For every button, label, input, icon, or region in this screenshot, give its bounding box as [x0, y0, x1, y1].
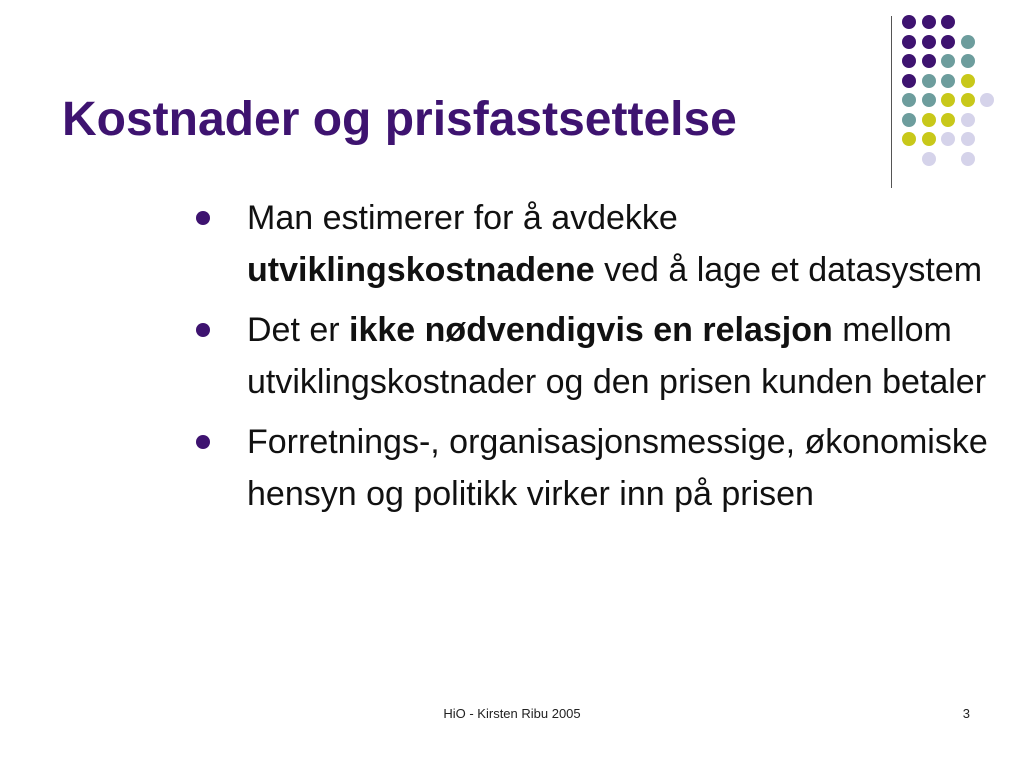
decorative-dot	[922, 15, 936, 29]
decorative-dot	[941, 113, 955, 127]
decorative-dot	[902, 35, 916, 49]
bullet-text: mellom utviklingskostnader og den prisen kunden betaler	[247, 311, 987, 401]
decorative-dot	[941, 93, 955, 107]
decorative-dot	[941, 15, 955, 29]
decorative-dot	[902, 15, 916, 29]
decorative-dot	[902, 93, 916, 107]
bullet-dot-icon	[196, 323, 210, 337]
slide-title: Kostnader og prisfastsettelse	[62, 93, 737, 146]
bullet-item	[196, 192, 1016, 296]
vertical-divider	[891, 16, 892, 188]
decorative-dot	[922, 74, 936, 88]
decorative-dot	[922, 54, 936, 68]
decorative-dot	[941, 132, 955, 146]
bullet-emphasis: ikke nødvendigvis en relasjon	[349, 311, 833, 349]
decorative-dot	[961, 93, 975, 107]
decorative-dot	[961, 152, 975, 166]
decorative-dot	[902, 54, 916, 68]
decorative-dot	[922, 93, 936, 107]
decorative-dot	[980, 93, 994, 107]
decorative-dot	[941, 54, 955, 68]
decorative-dot	[961, 74, 975, 88]
decorative-dot	[922, 113, 936, 127]
bullet-text: ved å lage et datasystem	[594, 251, 983, 289]
decorative-dot	[941, 74, 955, 88]
decorative-dot	[922, 35, 936, 49]
decorative-dot	[961, 35, 975, 49]
decorative-dot	[961, 54, 975, 68]
decorative-dot	[902, 74, 916, 88]
bullet-emphasis: utviklingskostnadene	[247, 251, 595, 289]
footer-text: HiO - Kirsten Ribu 2005	[443, 706, 581, 721]
decorative-dot	[941, 35, 955, 49]
page-number: 3	[962, 706, 970, 721]
bullet-item	[196, 416, 1016, 520]
bullet-text: Man estimerer for å avdekke	[247, 199, 678, 237]
bullet-list	[196, 192, 1016, 528]
decorative-dot	[902, 132, 916, 146]
decorative-dot-grid	[900, 10, 1000, 170]
bullet-dot-icon	[196, 211, 210, 225]
decorative-dot	[922, 152, 936, 166]
decorative-dot	[922, 132, 936, 146]
decorative-dot	[961, 132, 975, 146]
bullet-text: Det er	[247, 311, 350, 349]
decorative-dot	[961, 113, 975, 127]
bullet-text: Forretnings-, organisasjonsmessige, økonomiske hensyn og politikk virker inn på prisen	[247, 423, 988, 513]
bullet-item	[196, 304, 1016, 408]
decorative-dot	[902, 113, 916, 127]
bullet-dot-icon	[196, 435, 210, 449]
